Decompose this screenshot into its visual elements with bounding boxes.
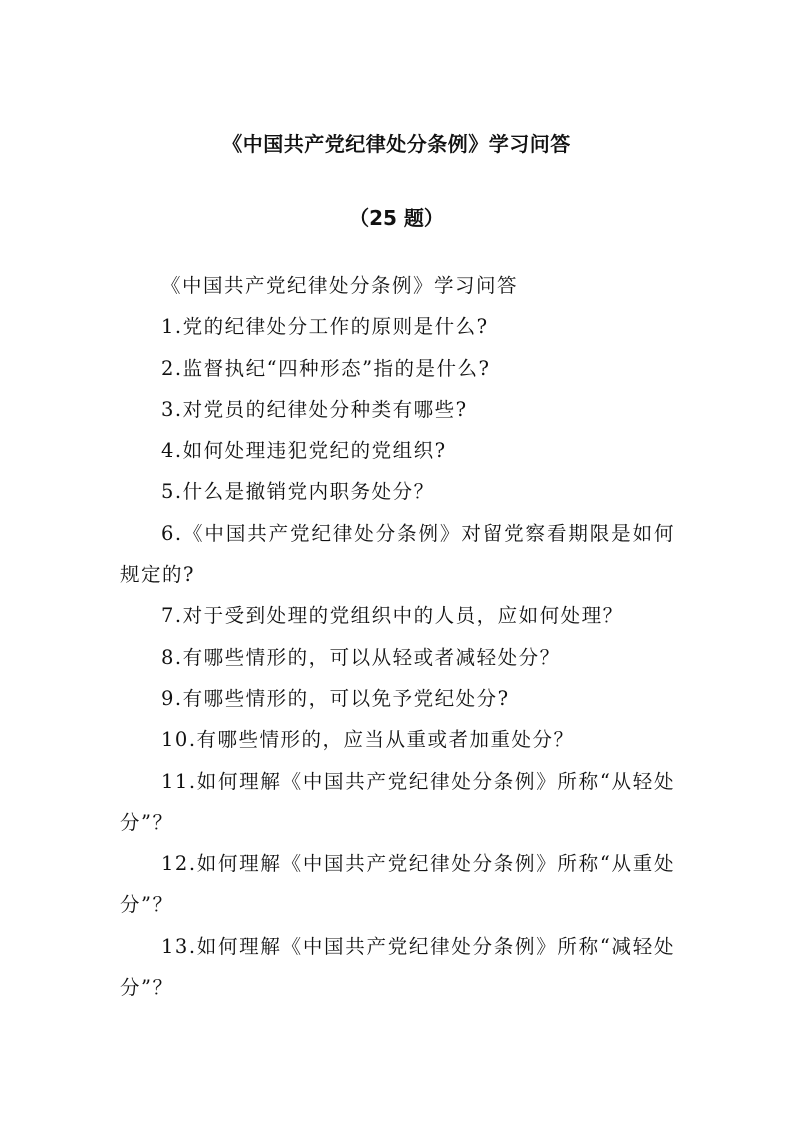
question-1: 1.党的纪律处分工作的原则是什么? — [161, 315, 489, 339]
question-9: 9.有哪些情形的，可以免予党纪处分? — [161, 686, 510, 710]
question-4: 4.如何处理违犯党纪的党组织? — [161, 439, 447, 463]
question-7: 7.对于受到处理的党组织中的人员，应如何处理？ — [161, 604, 624, 628]
document-body — [120, 265, 675, 1008]
question-8: 8.有哪些情形的，可以从轻或者减轻处分？ — [161, 645, 561, 669]
question-11: 11.如何理解《中国共产党纪律处分条例》所称“从轻处分”？ — [120, 769, 675, 834]
question-3: 3.对党员的纪律处分种类有哪些? — [161, 397, 468, 421]
document-title: 《中国共产党纪律处分条例》学习问答 — [222, 132, 571, 156]
question-5: 5.什么是撤销党内职务处分？ — [161, 480, 435, 504]
question-13: 13.如何理解《中国共产党纪律处分条例》所称“减轻处分”？ — [120, 934, 675, 1000]
question-6: 6.《中国共产党纪律处分条例》对留党察看期限是如何规定的? — [120, 521, 675, 587]
intro-paragraph: 《中国共产党纪律处分条例》学习问答 — [161, 274, 519, 297]
question-2: 2.监督执纪“四种形态”指的是什么? — [161, 356, 491, 380]
document-subtitle: （25 题） — [349, 206, 444, 230]
question-10: 10.有哪些情形的，应当从重或者加重处分？ — [161, 728, 575, 752]
question-12: 12.如何理解《中国共产党纪律处分条例》所称“从重处分”？ — [120, 852, 675, 917]
